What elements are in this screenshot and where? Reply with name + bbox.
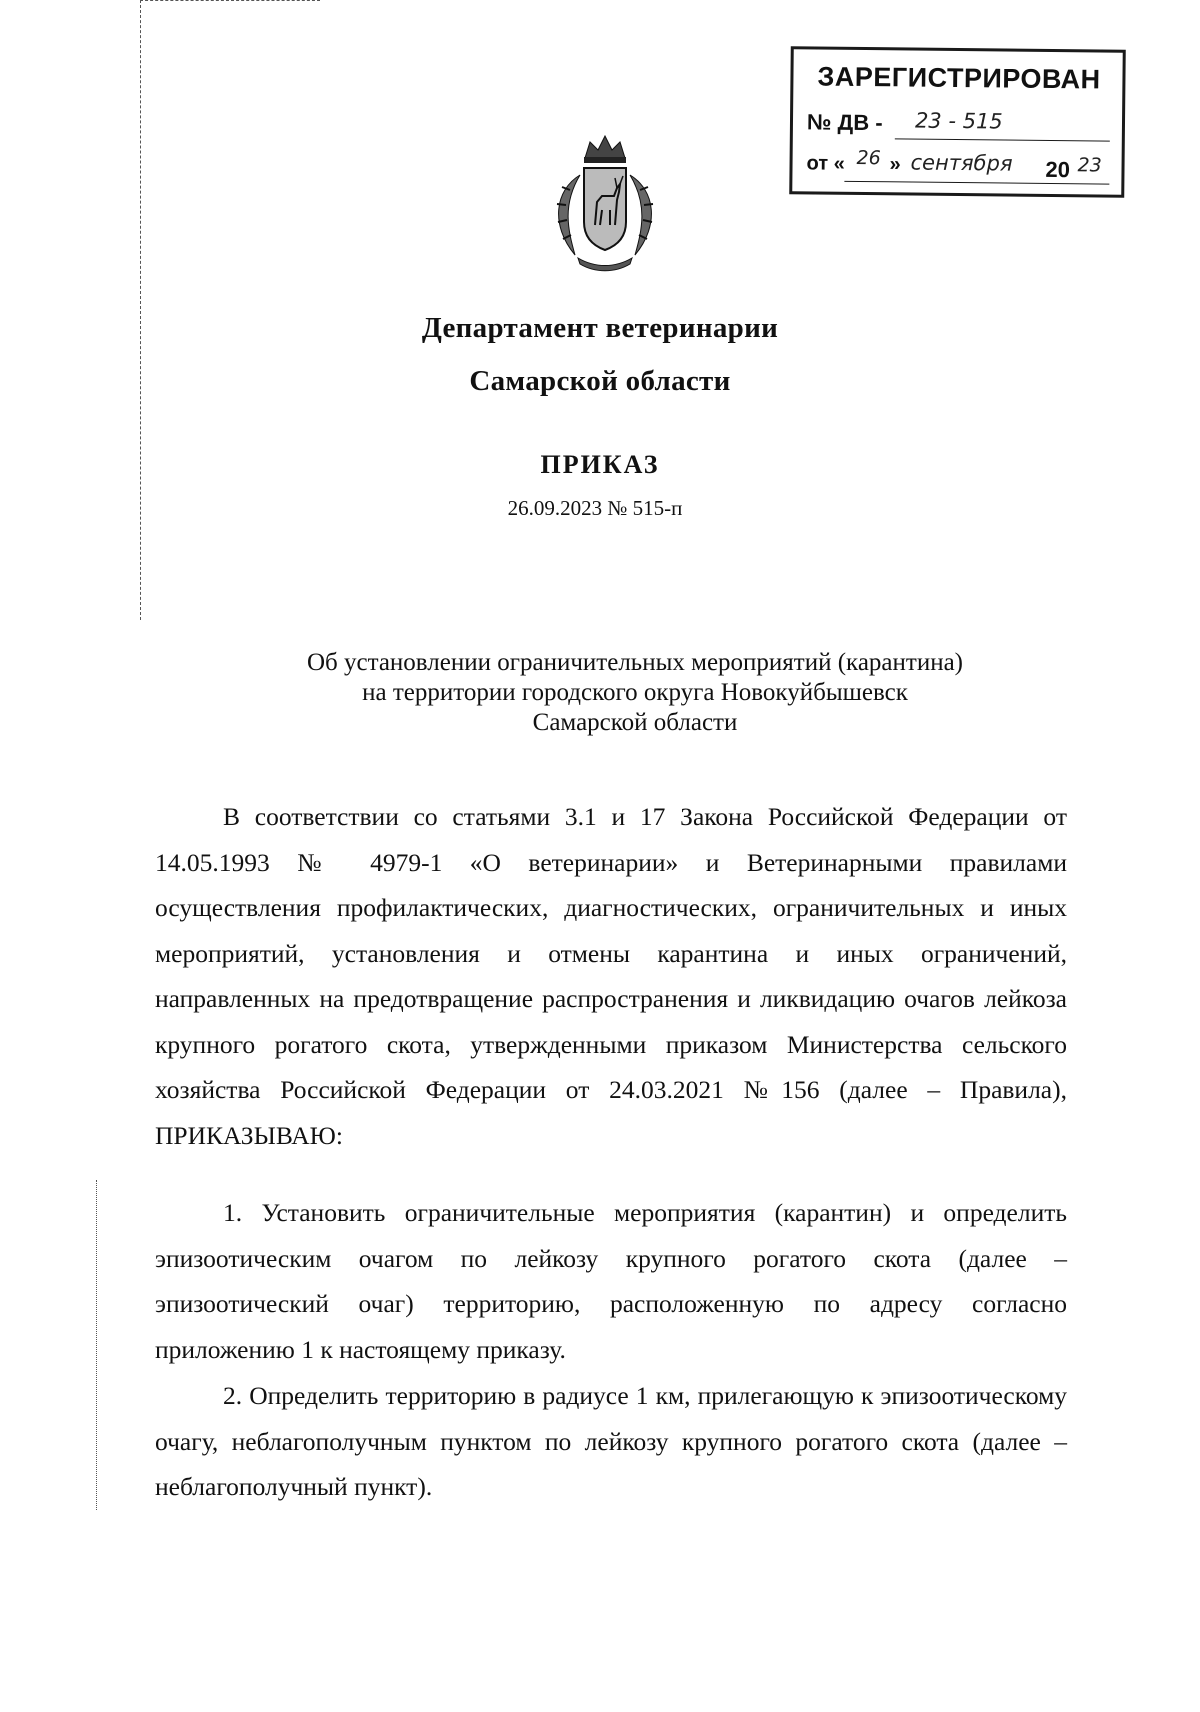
stamp-title: ЗАРЕГИСТРИРОВАН xyxy=(817,61,1101,95)
subject-line: Об установлении ограничительных мероприятий (карантина) xyxy=(306,649,964,676)
coat-of-arms-emblem xyxy=(540,130,670,280)
organization-name-line2: Самарской области xyxy=(469,365,731,397)
stamp-day-handwritten: 26 xyxy=(856,146,881,170)
document-type-title: ПРИКАЗ xyxy=(540,450,660,479)
order-item-2: 2. Определить территорию в радиусе 1 км, прилегающую к эпизоотическому очагу, неблагополучным пунктом по лейкозу крупного рогатого скота (далее – неблагополучный пункт). xyxy=(155,1381,1067,1501)
registration-stamp xyxy=(789,46,1126,197)
order-item-1: 1. Установить ограничительные мероприятия (карантин) и определить эпизоотическим очагом по лейкозу крупного рогатого скота (далее – эпизоотический очаг) территорию, расположенную по адресу согласно приложению 1 к настоящему приказу. xyxy=(155,1198,1067,1364)
preamble-paragraph: В соответствии со статьями 3.1 и 17 Закона Российской Федерации от 14.05.1993 № 4979-1 «О ветеринарии» и Ветеринарными правилами осуществления профилактических, диагностических, ограничительных и иных мероприятий, установления и отмены карантина и иных ограничений, направленных на предотвращение распространения и ликвидацию очагов лейкоза крупного рогатого скота, утвержденными приказом Министерства сельского хозяйства Российской Федерации от 24.03.2021 №156 (далее – Правила), ПРИКАЗЫВАЮ: xyxy=(155,802,1067,1150)
stamp-month-handwritten: сентября xyxy=(910,150,1013,176)
stamp-day-close: » xyxy=(889,153,901,176)
stamp-number-handwritten: 23 - 515 xyxy=(914,108,1003,134)
subject-line: на территории городского округа Новокуйбышевск xyxy=(362,679,908,706)
organization-name-line1: Департамент ветеринарии xyxy=(421,312,779,344)
stamp-year-prefix: 20 xyxy=(1045,156,1071,183)
stamp-number-label: № ДВ - xyxy=(806,109,883,136)
document-date-number: 26.09.2023 № 515-п xyxy=(507,496,683,520)
scan-margin-mark xyxy=(96,1180,97,1510)
scan-margin-mark xyxy=(140,0,141,620)
stamp-from-label: от « xyxy=(806,152,845,175)
subject-line: Самарской области xyxy=(532,709,738,736)
stamp-year-handwritten: 23 xyxy=(1077,154,1102,177)
scan-margin-mark xyxy=(140,0,320,1)
order-subject-heading xyxy=(185,648,1085,738)
stamp-number-underline xyxy=(895,138,1110,141)
